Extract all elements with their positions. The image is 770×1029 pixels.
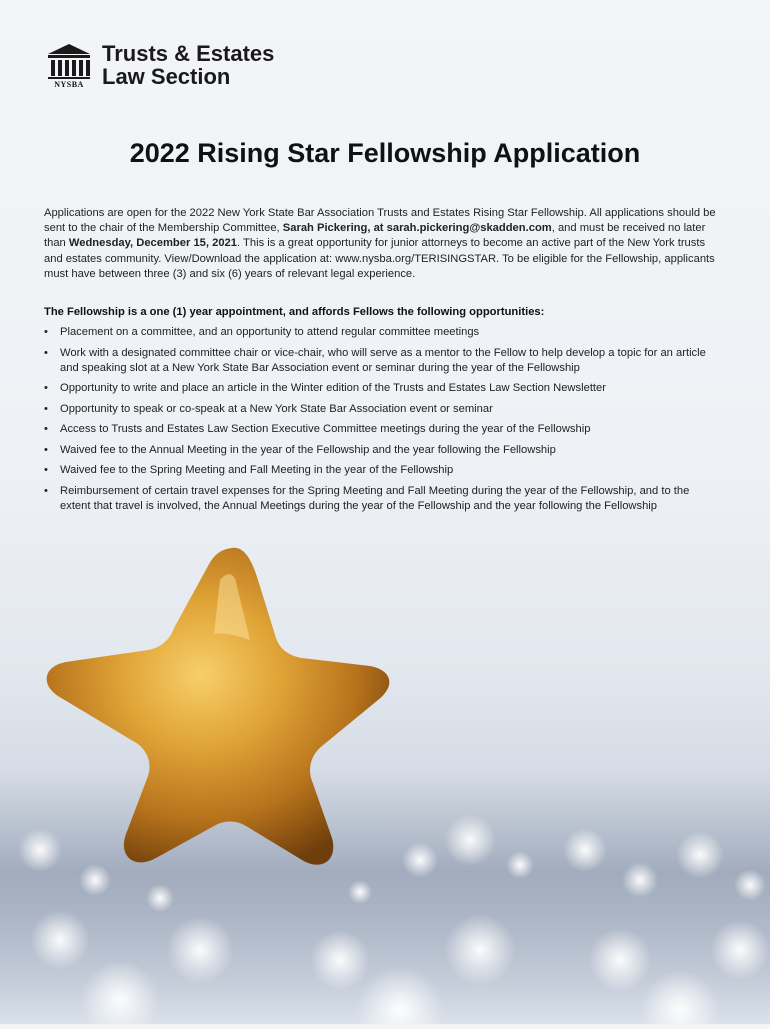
section-name-line2: Law Section xyxy=(102,64,231,89)
intro-paragraph xyxy=(44,206,724,282)
deadline-date: Wednesday, December 15, 2021 xyxy=(68,237,238,250)
nysba-building-icon xyxy=(44,42,94,90)
section-logo xyxy=(44,42,274,90)
intro-text-3: . This is a great opportunity for junior attorneys to become an active part of the New York trusts and estates community. View/Download the application at: www.nysba.org/TERISINGSTAR. To be eligible for the Fellowship, applicants must have between three (3) and six (6) years of relevant legal experience. xyxy=(44,237,715,280)
gold-star-photo xyxy=(0,520,770,1024)
intro-text-2: , and must be received no later than xyxy=(44,222,706,250)
opportunities-heading: The Fellowship is a one (1) year appointment, and affords Fellows the following opportunities: xyxy=(44,306,545,318)
list-item: • Access to Trusts and Estates Law Section Executive Committee meetings during the year of the Fellowship xyxy=(44,422,714,437)
list-item: • Reimbursement of certain travel expenses for the Spring Meeting and Fall Meeting during the year of the Fellowship, and to the extent that travel is involved, the Annual Meetings during the year of the Fellowship and the year following the Fellowship xyxy=(44,484,714,514)
list-item: • Opportunity to speak or co-speak at a New York State Bar Association event or seminar xyxy=(44,402,714,417)
list-item: • Waived fee to the Spring Meeting and Fall Meeting in the year of the Fellowship xyxy=(44,463,714,478)
list-item: • Placement on a committee, and an opportunity to attend regular committee meetings xyxy=(44,325,714,340)
opportunities-list xyxy=(44,325,714,519)
intro-text-1: Applications are open for the 2022 New York State Bar Association Trusts and Estates Rising Star Fellowship. All applications should be sent to the chair of the Membership Committee, xyxy=(44,207,716,235)
section-name-line1: Trusts & Estates xyxy=(102,41,275,66)
page-title: 2022 Rising Star Fellowship Application xyxy=(129,138,641,168)
nysba-wordmark: NYSBA xyxy=(54,80,84,89)
list-item: • Waived fee to the Annual Meeting in the year of the Fellowship and the year following the Fellowship xyxy=(44,443,714,458)
list-item: • Opportunity to write and place an article in the Winter edition of the Trusts and Estates Law Section Newsletter xyxy=(44,381,714,396)
section-name xyxy=(102,42,274,88)
contact-name-email: Sarah Pickering, at sarah.pickering@skadden.com xyxy=(282,222,552,235)
list-item: • Work with a designated committee chair or vice-chair, who will serve as a mentor to the Fellow to help develop a topic for an article and speaking slot at a New York State Bar Association event or seminar during the year of the Fellowship xyxy=(44,346,714,376)
